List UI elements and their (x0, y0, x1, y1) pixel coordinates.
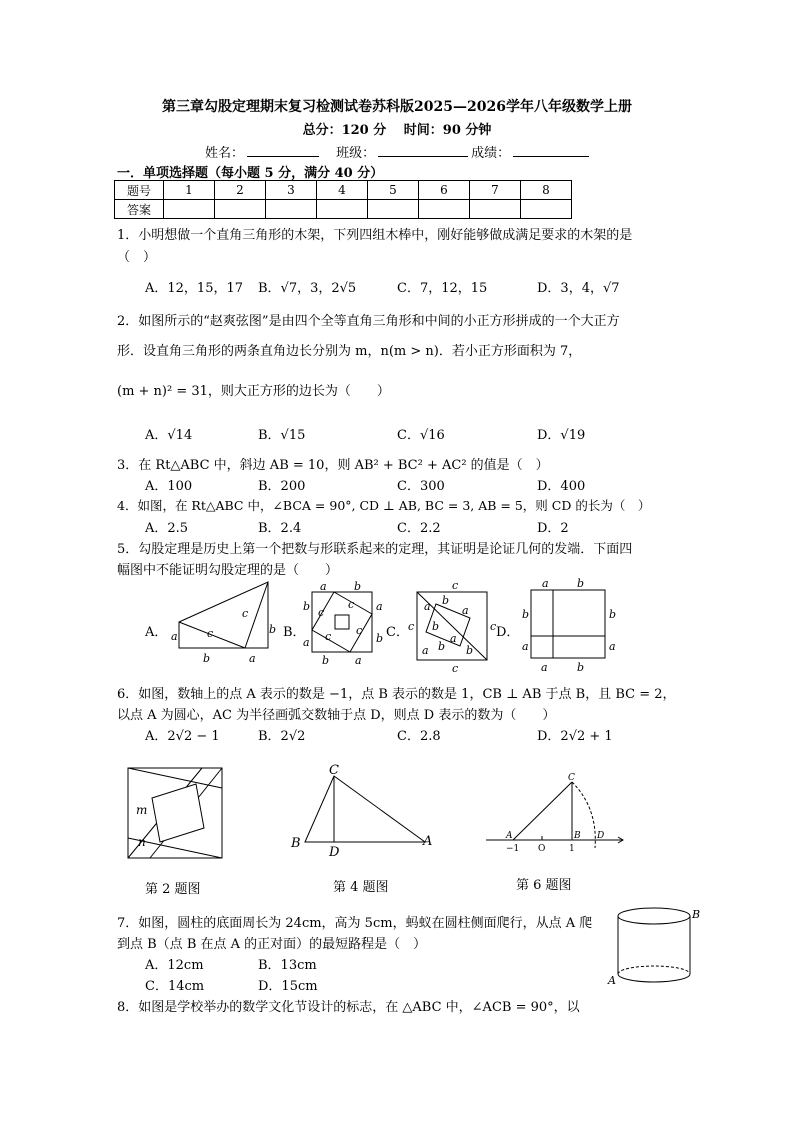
svg-text:b: b (269, 623, 277, 636)
q6-figure (478, 770, 628, 862)
name-label: 姓名： (205, 146, 245, 161)
q6-option-b[interactable]: B．2√2 (258, 729, 306, 744)
svg-text:b: b (354, 580, 362, 593)
svg-text:b: b (609, 608, 617, 621)
svg-text:b: b (203, 652, 211, 665)
svg-text:a: a (171, 630, 178, 643)
section-title: 一．单项选择题（每小题 5 分，满分 40 分） (117, 166, 384, 181)
score-field[interactable] (513, 144, 589, 157)
svg-text:A: A (506, 831, 513, 841)
svg-text:c: c (490, 620, 497, 633)
svg-text:A: A (608, 974, 616, 987)
question-3-text: 3．在 Rt△ABC 中，斜边 AB = 10，则 AB² + BC² + AC² 的值是（ ） (117, 458, 549, 473)
q7-option-c[interactable]: C．14cm (145, 979, 205, 994)
svg-text:a: a (376, 600, 383, 613)
svg-text:B: B (574, 831, 581, 841)
question-7-text: 7．如图，圆柱的底面周长为 24cm，高为 5cm，蚂蚁在圆柱侧面爬行，从点 A 爬 (117, 916, 593, 931)
q2-option-d[interactable]: D．√19 (537, 428, 586, 443)
q4-option-a[interactable]: A．2.5 (145, 521, 189, 536)
answer-cell[interactable] (266, 200, 317, 219)
q2-option-a[interactable]: A．√14 (145, 428, 193, 443)
svg-text:m: m (136, 803, 148, 817)
svg-text:b: b (577, 577, 585, 590)
answer-cell[interactable] (317, 200, 368, 219)
student-info-line (205, 142, 592, 161)
table-cell: 1 (164, 181, 215, 200)
q4-option-c[interactable]: C．2.2 (397, 521, 441, 536)
q1-option-b[interactable]: B．√7，3，2√5 (258, 281, 357, 296)
q7-cylinder-figure (606, 904, 710, 990)
table-cell: 3 (266, 181, 317, 200)
fig2-caption: 第 2 题图 (145, 882, 201, 897)
svg-text:−1: −1 (506, 844, 520, 854)
question-5-text: 5．勾股定理是历史上第一个把数与形联系起来的定理，其证明是论证几何的发端．下面四 (117, 542, 633, 557)
answer-cell[interactable] (419, 200, 470, 219)
svg-text:b: b (466, 644, 474, 657)
svg-text:a: a (320, 580, 327, 593)
q3-option-c[interactable]: C．300 (397, 479, 445, 494)
svg-text:a: a (303, 636, 310, 649)
fig6-caption: 第 6 题图 (516, 878, 572, 893)
table-cell: 4 (317, 181, 368, 200)
answer-cell[interactable] (521, 200, 572, 219)
question-5-text-2: 幅图中不能证明勾股定理的是（ ） (117, 563, 339, 578)
class-field[interactable] (378, 144, 468, 157)
svg-text:B: B (692, 908, 701, 921)
table-row (115, 181, 572, 200)
q5-figure-b (300, 580, 385, 670)
question-2-text: 2．如图所示的“赵爽弦图”是由四个全等直角三角形和中间的小正方形拼成的一个大正方 (117, 314, 620, 329)
q5-option-d[interactable]: D． (496, 625, 520, 640)
svg-text:A: A (423, 834, 433, 849)
q4-figure (285, 762, 440, 860)
table-row (115, 200, 572, 219)
svg-text:D: D (329, 845, 340, 860)
q1-option-d[interactable]: D．3，4，√7 (537, 281, 620, 296)
svg-text:c: c (325, 630, 332, 643)
q2-option-c[interactable]: C．√16 (397, 428, 445, 443)
svg-text:c: c (318, 606, 325, 619)
q5-figure-c (402, 579, 497, 675)
svg-text:b: b (522, 608, 530, 621)
table-cell: 6 (419, 181, 470, 200)
q4-option-d[interactable]: D．2 (537, 521, 569, 536)
q5-figure-d (515, 578, 620, 676)
svg-text:a: a (424, 600, 431, 613)
question-6-text: 6．如图，数轴上的点 A 表示的数是 −1，点 B 表示的数是 1，CB ⊥ AB 于点 B，且 BC = 2， (117, 687, 676, 702)
question-2-text-2: 形．设直角三角形的两条直角边长分别为 m，n(m > n)．若小正方形面积为 7， (117, 344, 582, 359)
svg-text:b: b (577, 661, 585, 674)
svg-text:a: a (522, 640, 529, 653)
svg-text:a: a (542, 577, 549, 590)
q6-option-a[interactable]: A．2√2 − 1 (145, 729, 220, 744)
svg-text:b: b (432, 620, 440, 633)
name-field[interactable] (247, 144, 319, 157)
q5-option-b[interactable]: B． (283, 625, 306, 640)
question-1-bracket: （ ） (117, 250, 157, 265)
svg-text:a: a (355, 654, 362, 667)
q7-option-b[interactable]: B．13cm (258, 958, 317, 973)
svg-text:c: c (452, 579, 459, 592)
q4-option-b[interactable]: B．2.4 (258, 521, 302, 536)
question-2-text-3: (m + n)² = 31，则大正方形的边长为（ ） (117, 384, 390, 399)
svg-text:c: c (452, 662, 459, 675)
answer-table (114, 180, 572, 219)
table-cell: 2 (215, 181, 266, 200)
question-6-text-2: 以点 A 为圆心，AC 为半径画弧交数轴于点 D，则点 D 表示的数为（ ） (117, 708, 556, 723)
score-label: 成绩： (471, 146, 511, 161)
svg-text:c: c (408, 620, 415, 633)
svg-text:a: a (541, 661, 548, 674)
q7-option-d[interactable]: D．15cm (258, 979, 318, 994)
question-4-text: 4．如图，在 Rt△ABC 中，∠BCA = 90°, CD ⊥ AB, BC = 3, AB = 5，则 CD 的长为（ ） (117, 498, 651, 513)
svg-text:a: a (422, 644, 429, 657)
q6-option-d[interactable]: D．2√2 + 1 (537, 729, 613, 744)
q3-option-d[interactable]: D．400 (537, 479, 586, 494)
svg-text:n: n (138, 835, 146, 849)
svg-text:C: C (329, 763, 339, 778)
fig4-caption: 第 4 题图 (333, 880, 389, 895)
svg-text:b: b (303, 600, 311, 613)
q3-option-a[interactable]: A．100 (145, 479, 193, 494)
svg-text:b: b (322, 654, 330, 667)
svg-text:c: c (242, 607, 249, 620)
svg-text:C: C (568, 773, 575, 783)
svg-text:b: b (438, 640, 446, 653)
svg-text:b: b (442, 594, 450, 607)
q2-option-b[interactable]: B．√15 (258, 428, 306, 443)
svg-text:a: a (609, 640, 616, 653)
question-8-text: 8．如图是学校举办的数学文化节设计的标志，在 △ABC 中，∠ACB = 90°，以 (117, 1000, 580, 1015)
svg-text:1: 1 (569, 844, 575, 854)
q2-figure (122, 762, 228, 862)
table-cell: 7 (470, 181, 521, 200)
svg-text:B: B (291, 836, 301, 851)
question-1-text: 1．小明想做一个直角三角形的木架，下列四组木棒中，刚好能够做成满足要求的木架的是 (117, 228, 633, 243)
q5-figure-a (165, 580, 280, 670)
q5-option-a[interactable]: A． (145, 625, 168, 640)
q1-option-a[interactable]: A．12，15，17 (145, 281, 244, 296)
svg-text:c: c (356, 624, 363, 637)
q3-option-b[interactable]: B．200 (258, 479, 306, 494)
svg-text:b: b (376, 632, 384, 645)
q6-option-c[interactable]: C．2.8 (397, 729, 441, 744)
q5-option-c[interactable]: C． (386, 625, 409, 640)
svg-text:a: a (462, 604, 469, 617)
answer-cell[interactable] (164, 200, 215, 219)
page-title: 第三章勾股定理期末复习检测试卷苏科版2025—2026学年八年级数学上册 (162, 99, 632, 115)
exam-meta: 总分：120 分 时间：90 分钟 (302, 123, 492, 138)
answer-cell[interactable] (368, 200, 419, 219)
question-7-text-2: 到点 B（点 B 在点 A 的正对面）的最短路程是（ ） (117, 937, 427, 952)
q1-option-c[interactable]: C．7，12，15 (397, 281, 488, 296)
svg-text:c: c (207, 627, 214, 640)
table-header-label: 答案 (115, 200, 164, 219)
svg-text:O: O (538, 844, 546, 854)
svg-text:D: D (597, 831, 605, 841)
class-label: 班级： (336, 146, 376, 161)
q7-option-a[interactable]: A．12cm (145, 958, 204, 973)
table-header-label: 题号 (115, 181, 164, 200)
svg-text:a: a (249, 652, 256, 665)
answer-cell[interactable] (470, 200, 521, 219)
svg-text:c: c (348, 598, 355, 611)
table-cell: 8 (521, 181, 572, 200)
answer-cell[interactable] (215, 200, 266, 219)
svg-text:a: a (450, 632, 457, 645)
table-cell: 5 (368, 181, 419, 200)
